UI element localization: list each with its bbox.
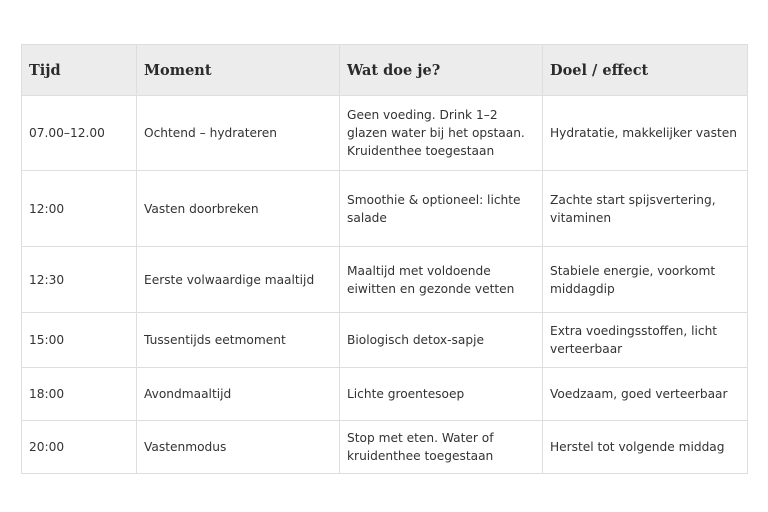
cell-time: 15:00 <box>22 313 137 368</box>
cell-goal: Extra voedingsstoffen, licht verteerbaar <box>543 313 748 368</box>
cell-what: Maaltijd met voldoende eiwitten en gezonde vetten <box>340 247 543 313</box>
header-moment: Moment <box>137 45 340 96</box>
cell-goal: Zachte start spijsvertering, vitaminen <box>543 171 748 247</box>
table-row <box>22 421 748 474</box>
header-what: Wat doe je? <box>340 45 543 96</box>
cell-moment: Vasten doorbreken <box>137 171 340 247</box>
cell-what: Smoothie & optioneel: lichte salade <box>340 171 543 247</box>
table-row <box>22 171 748 247</box>
schedule-table <box>21 44 748 474</box>
table-row <box>22 313 748 368</box>
cell-what: Biologisch detox-sapje <box>340 313 543 368</box>
cell-what: Lichte groentesoep <box>340 368 543 421</box>
cell-goal: Herstel tot volgende middag <box>543 421 748 474</box>
cell-moment: Ochtend – hydrateren <box>137 96 340 171</box>
header-time: Tijd <box>22 45 137 96</box>
cell-time: 20:00 <box>22 421 137 474</box>
table-row <box>22 247 748 313</box>
cell-time: 12:30 <box>22 247 137 313</box>
cell-moment: Vastenmodus <box>137 421 340 474</box>
cell-goal: Hydratatie, makkelijker vasten <box>543 96 748 171</box>
table-row <box>22 96 748 171</box>
cell-goal: Stabiele energie, voorkomt middagdip <box>543 247 748 313</box>
cell-time: 12:00 <box>22 171 137 247</box>
table-row <box>22 368 748 421</box>
table-header-row <box>22 45 748 96</box>
cell-time: 18:00 <box>22 368 137 421</box>
cell-moment: Avondmaaltijd <box>137 368 340 421</box>
cell-what: Stop met eten. Water of kruidenthee toegestaan <box>340 421 543 474</box>
cell-time: 07.00–12.00 <box>22 96 137 171</box>
cell-goal: Voedzaam, goed verteerbaar <box>543 368 748 421</box>
cell-what: Geen voeding. Drink 1–2 glazen water bij het opstaan. Kruidenthee toegestaan <box>340 96 543 171</box>
cell-moment: Tussentijds eetmoment <box>137 313 340 368</box>
header-goal: Doel / effect <box>543 45 748 96</box>
cell-moment: Eerste volwaardige maaltijd <box>137 247 340 313</box>
